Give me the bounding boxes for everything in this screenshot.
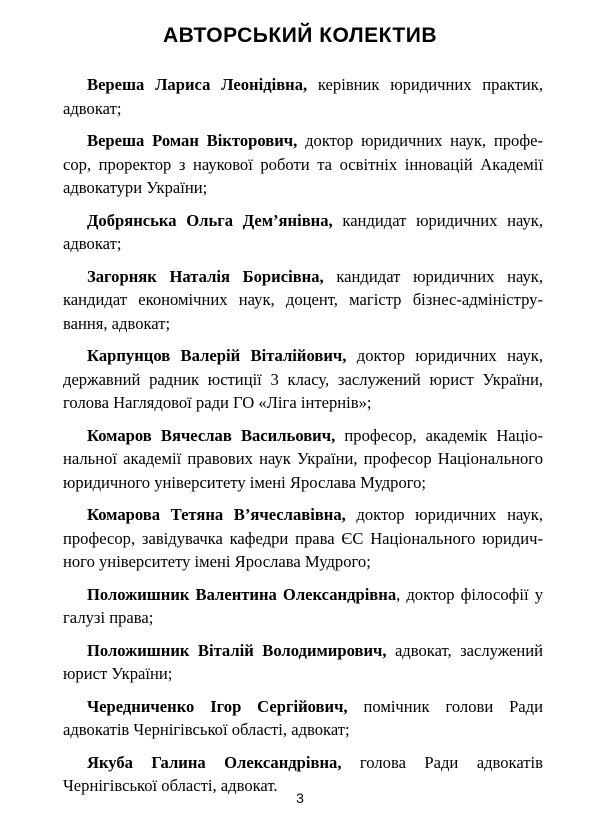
author-list bbox=[63, 73, 543, 807]
author-name: Вереша Лариса Леонідівна, bbox=[87, 75, 308, 94]
author-description: адвокат, заслужений юрист України; bbox=[63, 640, 543, 683]
author-description: голова Ради адвокатів Чернігівської області, адвокат. bbox=[63, 752, 543, 795]
author-description: керівник юридичних практик, адвокат; bbox=[63, 75, 543, 118]
author-entry bbox=[63, 209, 543, 256]
author-description: помічник голови Ради адвокатів Чернігівської області, адвокат; bbox=[63, 696, 543, 739]
author-name: Положишник Валентина Олександрівна bbox=[87, 584, 397, 604]
author-entry bbox=[63, 129, 543, 200]
author-description: доктор юридичних наук, професор, завідувачка кафедри права ЄС Національного юридичного університету імені Ярослава Мудрого; bbox=[63, 505, 543, 571]
author-entry bbox=[63, 695, 543, 742]
author-name: Чередниченко Ігор Сергійович, bbox=[87, 696, 348, 716]
author-name: Комаров Вячеслав Васильович, bbox=[87, 425, 336, 445]
author-name: Карпунцов Валерій Віталійович, bbox=[87, 346, 347, 365]
author-entry bbox=[63, 424, 543, 495]
author-description: кандидат юридичних наук, адвокат; bbox=[63, 210, 544, 253]
author-entry bbox=[63, 344, 543, 415]
author-description: доктор юридичних наук, державний радник юстиції 3 класу, заслужений юрист України, голова Наглядової ради ГО «Ліга інтернів»; bbox=[63, 346, 543, 412]
author-entry bbox=[63, 73, 543, 120]
author-entry bbox=[63, 583, 543, 630]
author-entry bbox=[63, 503, 543, 574]
author-name: Загорняк Наталія Борисівна, bbox=[87, 266, 324, 286]
author-entry bbox=[63, 639, 543, 686]
author-entry bbox=[63, 265, 543, 336]
author-description: професор, академік Національної академії правових наук України, професор Національного юридичного університету імені Ярослава Мудрого; bbox=[63, 425, 543, 492]
author-description: кандидат юридичних наук, кандидат економічних наук, доцент, магістр бізнес-адміністрування, адвокат; bbox=[63, 266, 543, 333]
author-name: Вереша Роман Вікторович, bbox=[87, 131, 298, 150]
author-name: Положишник Віталій Володимирович, bbox=[87, 640, 387, 660]
author-name: Комарова Тетяна В’ячеславівна, bbox=[87, 505, 346, 524]
page-title: АВТОРСЬКИЙ КОЛЕКТИВ bbox=[162, 24, 438, 47]
author-description: доктор юридичних наук, професор, проректор з наукової роботи та освітніх інновацій Академії адвокатури України; bbox=[63, 131, 543, 197]
author-description: , доктор філософії у галузі права; bbox=[63, 584, 543, 627]
author-name: Добрянська Ольга Дем’янівна, bbox=[87, 210, 333, 230]
author-name: Якуба Галина Олександрівна, bbox=[87, 752, 342, 772]
page-number: 3 bbox=[296, 790, 304, 806]
